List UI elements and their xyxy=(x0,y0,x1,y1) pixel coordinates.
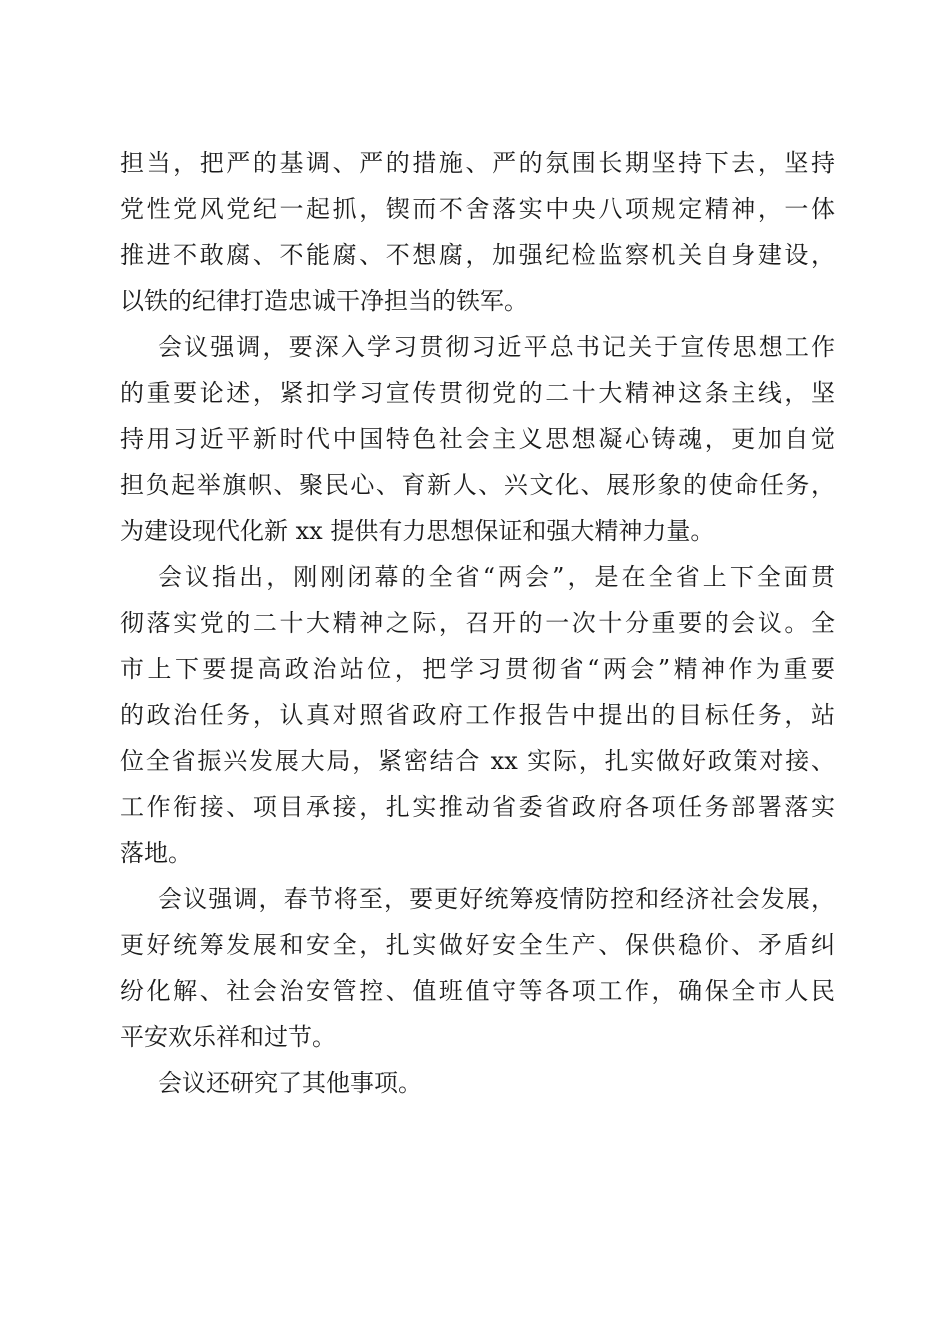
text-line: 会议指出，刚刚闭幕的全省“两会”，是在全省上下全面贯 xyxy=(158,563,835,591)
text-line: 会议强调，要深入学习贯彻习近平总书记关于宣传思想工作 xyxy=(158,333,835,361)
paragraph-3 xyxy=(120,554,835,876)
text-line: 市上下要提高政治站位，把学习贯彻省“两会”精神作为重要 xyxy=(120,655,835,683)
text-line: 彻落实党的二十大精神之际，召开的一次十分重要的会议。全 xyxy=(120,609,835,637)
text-line: 工作衔接、项目承接，扎实推动省委省政府各项任务部署落实 xyxy=(120,793,835,821)
text-line: 推进不敢腐、不能腐、不想腐，加强纪检监察机关自身建设， xyxy=(120,241,835,269)
text-line: 纷化解、社会治安管控、值班值守等各项工作，确保全市人民 xyxy=(120,977,835,1005)
text-line: 担负起举旗帜、聚民心、育新人、兴文化、展形象的使命任务， xyxy=(120,471,835,499)
document-body xyxy=(120,140,835,1106)
text-line: 位全省振兴发展大局，紧密结合 xx 实际，扎实做好政策对接、 xyxy=(120,747,835,775)
text-line: 持用习近平新时代中国特色社会主义思想凝心铸魂，更加自觉 xyxy=(120,425,835,453)
paragraph-1 xyxy=(120,140,835,324)
paragraph-5 xyxy=(120,1060,835,1106)
text-line: 的重要论述，紧扣学习宣传贯彻党的二十大精神这条主线，坚 xyxy=(120,379,835,407)
text-line: 以铁的纪律打造忠诚干净担当的铁军。 xyxy=(120,287,528,315)
text-line: 为建设现代化新 xx 提供有力思想保证和强大精神力量。 xyxy=(120,517,715,545)
text-line: 会议还研究了其他事项。 xyxy=(158,1069,422,1097)
paragraph-2 xyxy=(120,324,835,554)
text-line: 更好统筹发展和安全，扎实做好安全生产、保供稳价、矛盾纠 xyxy=(120,931,835,959)
paragraph-4 xyxy=(120,876,835,1060)
text-line: 担当，把严的基调、严的措施、严的氛围长期坚持下去，坚持 xyxy=(120,149,835,177)
text-line: 党性党风党纪一起抓，锲而不舍落实中央八项规定精神，一体 xyxy=(120,195,835,223)
text-line: 的政治任务，认真对照省政府工作报告中提出的目标任务，站 xyxy=(120,701,835,729)
text-line: 会议强调，春节将至，要更好统筹疫情防控和经济社会发展， xyxy=(158,885,835,913)
text-line: 落地。 xyxy=(120,839,192,867)
text-line: 平安欢乐祥和过节。 xyxy=(120,1023,336,1051)
